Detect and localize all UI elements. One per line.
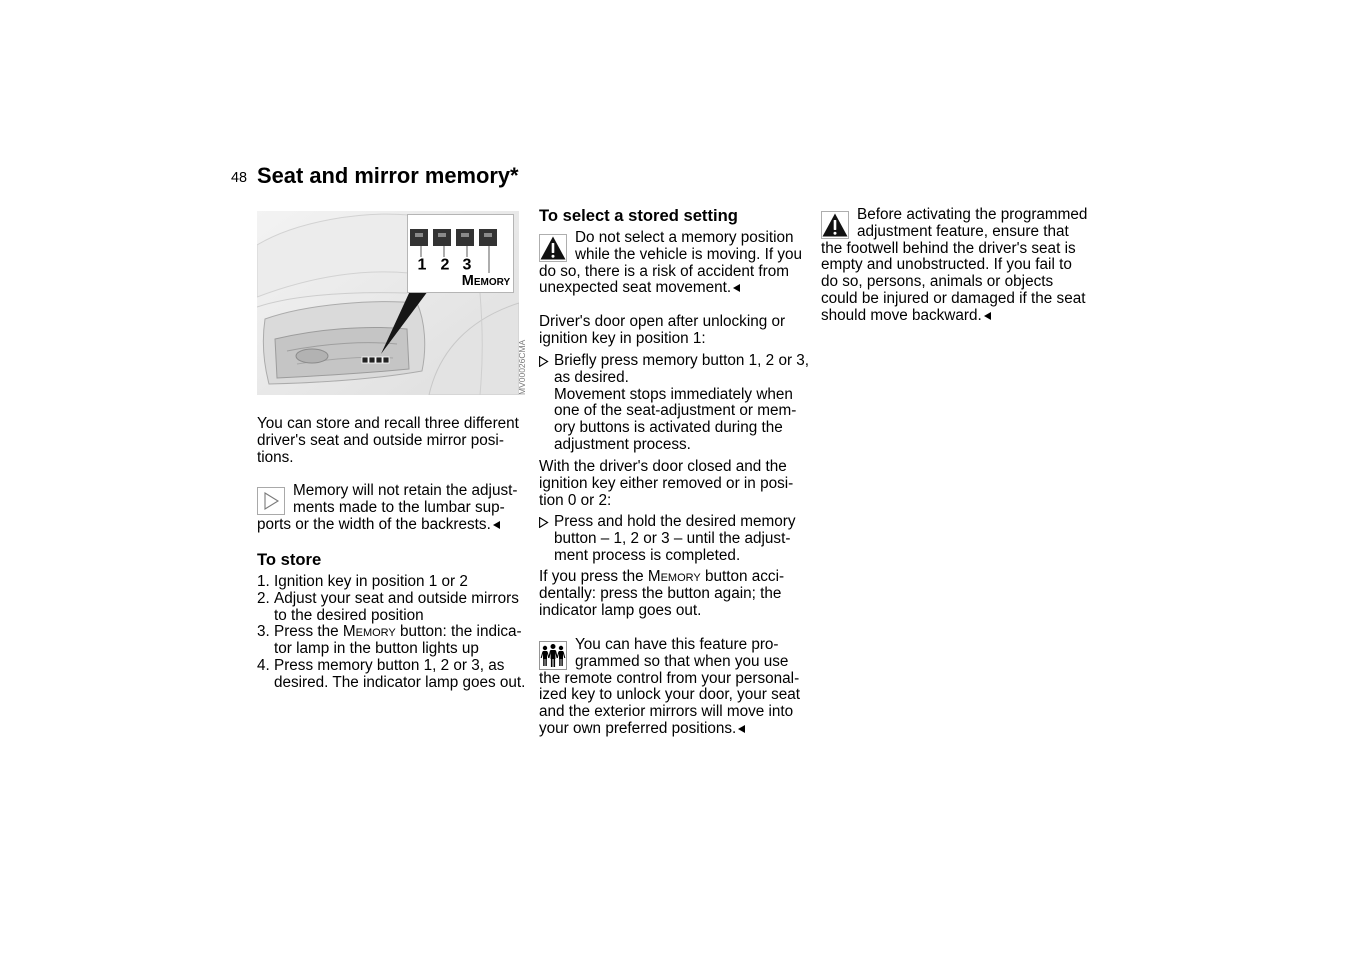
door-closed-step (539, 514, 795, 564)
seat-side-panel-shape (275, 327, 409, 378)
page-number: 48 (231, 170, 248, 186)
step-line: desired. The indicator lamp goes out. (274, 673, 526, 691)
lumbar-note (257, 483, 529, 533)
text-line: empty and unobstructed. If you fail to (821, 256, 1072, 274)
figure-label-1: 1 (417, 256, 427, 274)
text-line: button – 1, 2 or 3 – until the adjust- (554, 529, 791, 547)
text-line: ment process is completed. (554, 546, 741, 564)
text-line: and the exterior mirrors will move into (539, 703, 794, 721)
text-line: do so, persons, animals or objects (821, 273, 1054, 291)
text-line (257, 517, 529, 534)
text-line: Do not select a memory position (575, 229, 794, 246)
memory-button-m (479, 229, 497, 246)
text-line: tion 0 or 2: (539, 491, 612, 509)
button-symbol (484, 233, 492, 237)
text-line: indicator lamp goes out. (539, 601, 702, 619)
bullet-triangle-shape (540, 357, 548, 367)
figure-label-memory: Memory (461, 273, 511, 289)
step-number: 4. (257, 656, 270, 674)
door-closed-condition (539, 459, 793, 509)
text-line: adjustment process. (554, 435, 691, 453)
text-line: ignition key either removed or in posi- (539, 474, 794, 492)
text-line-content: unexpected seat movement. (539, 279, 732, 297)
seat-memory-button-small (362, 357, 368, 363)
bullet-triangle-shape (540, 518, 548, 528)
text-line (539, 514, 795, 531)
end-mark-icon (738, 725, 745, 733)
text-line: do so, there is a risk of accident from (539, 262, 789, 280)
step-text: Ignition key in position 1 or 2 (274, 573, 468, 590)
step-number: 2. (257, 589, 270, 607)
step-text: Briefly press memory button 1, 2 or 3, (554, 352, 810, 369)
text-line (539, 721, 809, 738)
seat-adjustment-switch (296, 349, 328, 363)
step-line: tor lamp in the button lights up (274, 640, 479, 658)
step-line (257, 574, 525, 591)
button-symbol (461, 233, 469, 237)
end-mark-icon (733, 284, 740, 292)
text-line: You can store and recall three different (257, 415, 519, 432)
step-text: Press and hold the desired memory (554, 513, 796, 530)
accidental-press-paragraph (539, 569, 784, 619)
to-store-steps (257, 574, 525, 692)
seat-memory-illustration-graphic (257, 211, 519, 395)
image-code-label (516, 332, 528, 396)
text-line: adjustment feature, ensure that (857, 222, 1069, 240)
to-select-heading: To select a stored setting (539, 206, 738, 225)
text-line: With the driver's door closed and the (539, 458, 787, 475)
button-symbol (438, 233, 446, 237)
text-line: You can have this feature pro- (575, 636, 779, 653)
door-open-step (539, 353, 809, 454)
text-line: Movement stops immediately when (554, 385, 793, 403)
text-line: grammed so that when you use (575, 652, 789, 670)
to-store-heading: To store (257, 550, 322, 569)
text-line: driver's seat and outside mirror posi- (257, 431, 504, 449)
moving-warning (539, 230, 809, 297)
step-text: Press the (274, 623, 343, 641)
text-line-content: your own preferred positions. (539, 719, 737, 737)
text-line-content: If you press the (539, 568, 648, 585)
text-line: tions. (257, 448, 294, 466)
text-line: Memory will not retain the adjust- (293, 482, 518, 499)
text-line (539, 280, 809, 297)
seat-memory-button-small (376, 357, 382, 363)
text-line: one of the seat-adjustment or mem- (554, 402, 797, 420)
figure-label-3: 3 (462, 256, 472, 274)
page-title: Seat and mirror memory* (257, 163, 519, 188)
text-line: as desired. (554, 368, 629, 386)
step-text: Press memory button 1, 2 or 3, as (274, 656, 505, 674)
end-mark-icon (984, 312, 991, 320)
text-line: dentally: press the button again; the (539, 584, 782, 602)
text-line: Driver's door open after unlocking or (539, 313, 786, 330)
button-symbol (415, 233, 423, 237)
seat-memory-button-small (383, 357, 389, 363)
memory-button-name: Memory (647, 568, 701, 585)
text-line: ized key to unlock your door, your seat (539, 686, 801, 704)
text-line: while the vehicle is moving. If you (575, 245, 803, 263)
step-line (257, 591, 525, 608)
memory-button-2 (433, 229, 451, 246)
text-line: ory buttons is activated during the (554, 419, 783, 437)
text-line (539, 569, 784, 586)
backward-movement-warning (821, 207, 1093, 325)
step-text: Adjust your seat and outside mirrors (274, 589, 519, 607)
memory-button-1 (410, 229, 428, 246)
step-number: 3. (257, 623, 270, 641)
figure-label-2: 2 (440, 256, 450, 274)
intro-paragraph (257, 416, 519, 466)
bullet-triangle-icon (539, 517, 549, 528)
memory-button-name: Memory (342, 623, 396, 641)
text-line: ignition key in position 1: (539, 329, 706, 347)
text-line-content: ports or the width of the backrests. (257, 515, 491, 533)
text-line: ments made to the lumbar sup- (293, 498, 505, 516)
personal-key-note (539, 637, 809, 738)
text-line-content: button acci- (700, 568, 785, 585)
end-mark-icon (493, 521, 500, 529)
text-line (539, 353, 809, 370)
bullet-triangle-icon (539, 356, 549, 367)
memory-button-3 (456, 229, 474, 246)
door-open-condition (539, 314, 785, 348)
text-line: Before activating the programmed (857, 206, 1088, 223)
seat-memory-button-small (369, 357, 375, 363)
text-line (821, 308, 1093, 325)
text-line: the footwell behind the driver's seat is (821, 239, 1076, 257)
step-line (257, 658, 525, 675)
text-line-content: should move backward. (821, 306, 982, 324)
image-code-text: MV00026CMA (517, 339, 527, 395)
text-line: could be injured or damaged if the seat (821, 289, 1086, 307)
text-line: the remote control from your personal- (539, 669, 800, 687)
step-number: 1. (257, 573, 270, 590)
step-line (257, 624, 525, 641)
seat-memory-illustration (257, 211, 519, 395)
step-line: to the desired position (274, 606, 424, 624)
step-text: button: the indica- (395, 623, 522, 641)
